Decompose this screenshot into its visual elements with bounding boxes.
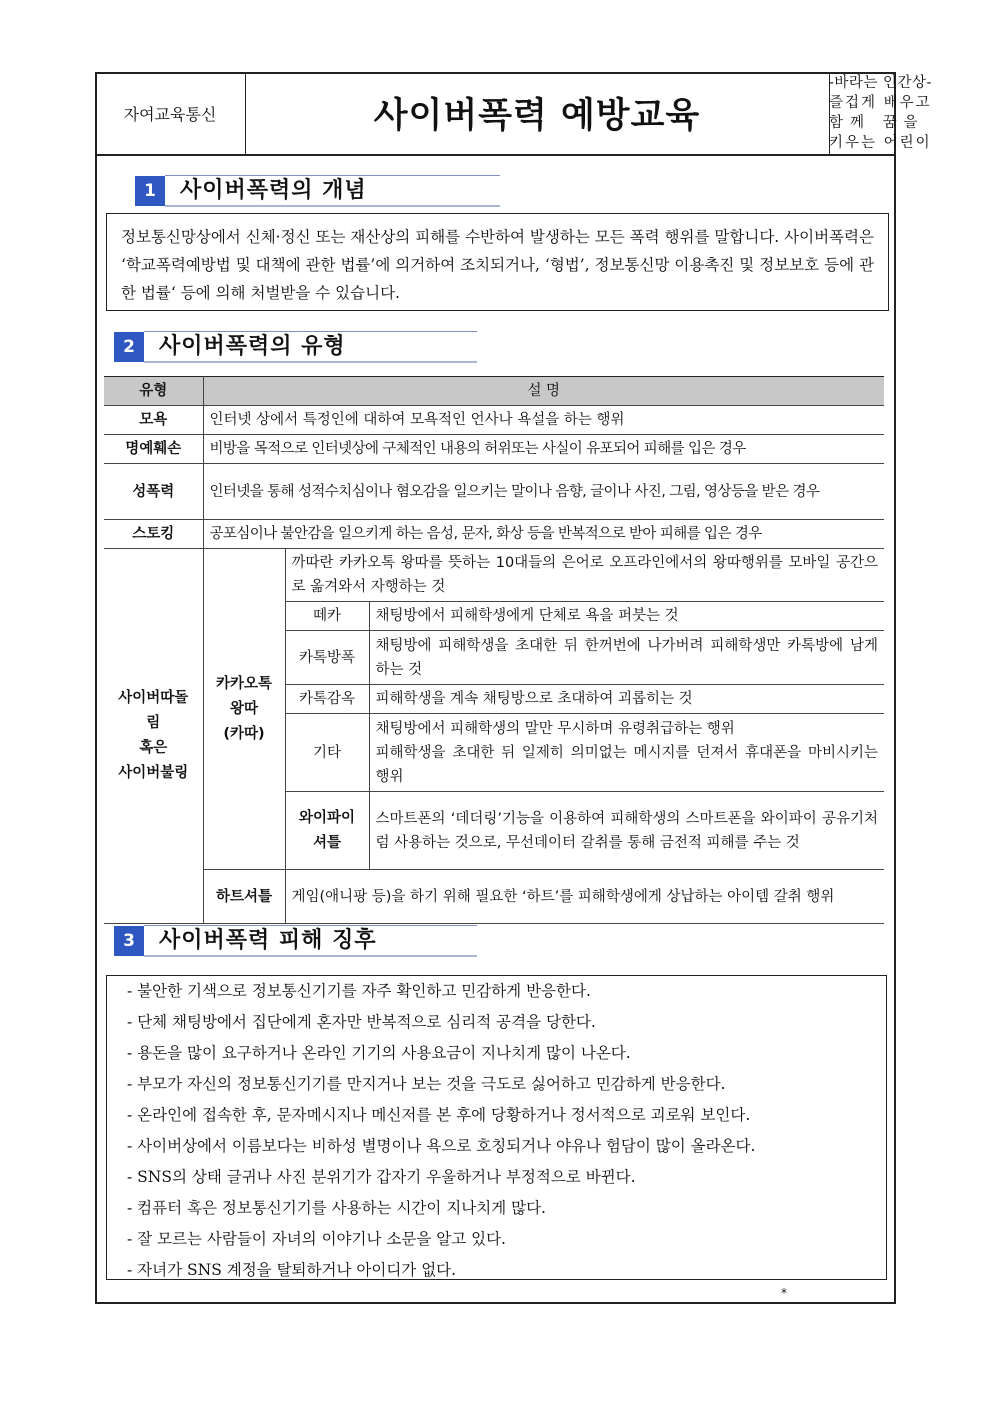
heart-desc: 게임(애니팡 등)을 하기 위해 필요한 ‘하트’를 피해학생에게 상납하는 아이템 갈취 행위 (285, 870, 884, 924)
desc-cell: 공포심이나 불안감을 일으키게 하는 음성, 문자, 화상 등을 반복적으로 받아 피해를 입은 경우 (203, 520, 884, 549)
type-cell: 성폭력 (104, 464, 203, 520)
type-cell: 명예훼손 (104, 435, 203, 464)
section-number-badge: 3 (114, 926, 144, 956)
label-line: 왕따 (229, 700, 258, 717)
desc-line: 채팅방에서 피해학생의 말만 무시하며 유령취급하는 행위 (375, 720, 735, 737)
signs-box (106, 975, 887, 1280)
list-item: - 단체 채팅방에서 집단에게 혼자만 반복적으로 심리적 공격을 당한다. (127, 1013, 596, 1031)
label-line: (카따) (223, 725, 265, 742)
list-item: - 잘 모르는 사람들이 자녀의 이야기나 소문을 알고 있다. (127, 1230, 506, 1248)
list-item: - 온라인에 접속한 후, 문자메시지나 메신저를 본 후에 당황하거나 정서적으로 괴로워 보인다. (127, 1106, 751, 1124)
kakao-intro: 까따란 카카오톡 왕따를 뜻하는 10대들의 은어로 오프라인에서의 왕따행위를 모바일 공간으로 옮겨와서 자행하는 것 (285, 549, 884, 602)
label-line: 사이버불링 (118, 765, 189, 781)
kakao-item-desc (369, 714, 884, 792)
kakao-item-desc: 채팅방에 피해학생을 초대한 뒤 한꺼번에 나가버려 피해학생만 카톡방에 남게 하는 것 (369, 631, 884, 685)
kakao-item-desc: 피해학생을 계속 채팅방으로 초대하여 괴롭히는 것 (369, 685, 884, 714)
motto-line: 키우는 어린이 (829, 135, 932, 151)
motto-line: 함께 꿈을 (829, 115, 925, 131)
types-table (104, 376, 884, 924)
kakao-item-desc: 채팅방에서 피해학생에게 단체로 욕을 퍼붓는 것 (369, 602, 884, 631)
page-title: 사이버폭력 예방교육 (373, 96, 701, 136)
section-title: 사이버폭력의 개념 (180, 178, 367, 203)
label-line: 와이파이 (298, 809, 356, 826)
label-line: 셔틀 (312, 834, 341, 851)
label-line: 혹은 (139, 740, 168, 756)
label-line: 카카오톡 (215, 675, 273, 692)
kakao-item-name: 기타 (285, 714, 369, 792)
list-item: - 컴퓨터 혹은 정보통신기기를 사용하는 시간이 지나치게 많다. (127, 1199, 546, 1217)
section-number-badge: 2 (114, 332, 144, 362)
label-line: 림 (146, 715, 161, 731)
section-title: 사이버폭력 피해 징후 (159, 928, 377, 953)
list-item: - SNS의 상태 글귀나 사진 분위기가 갑자기 우울하거나 부정적으로 바뀐다. (127, 1168, 636, 1186)
type-cell-bullying (104, 549, 203, 924)
list-item: - 부모가 자신의 정보통신기기를 만지거나 보는 것을 극도로 싫어하고 민감하게 반응한다. (127, 1075, 726, 1093)
list-item: - 자녀가 SNS 계정을 탈퇴하거나 아이디가 없다. (127, 1261, 457, 1279)
section-1-heading (135, 174, 500, 208)
subtype-heart: 하트셔틀 (203, 870, 285, 924)
newsletter-name: 자여교육통신 (95, 72, 246, 154)
subtype-wifi (285, 792, 369, 870)
section-number-badge: 1 (135, 176, 165, 206)
kakao-item-name: 카톡방폭 (285, 631, 369, 685)
concept-box (106, 213, 889, 311)
footer-mark: * (781, 1286, 787, 1300)
kakao-item-name: 카톡감옥 (285, 685, 369, 714)
section-3-heading (114, 924, 477, 958)
kakao-item-name: 떼카 (285, 602, 369, 631)
motto-line: -바라는 인간상- (829, 75, 932, 91)
motto-line: 즐겁게 배우고 (829, 95, 932, 111)
type-cell: 모욕 (104, 406, 203, 435)
section-2-heading (114, 330, 477, 364)
desc-cell: 인터넷을 통해 성적수치심이나 혐오감을 일으키는 말이나 음향, 글이나 사진, 그림, 영상등을 받은 경우 (203, 464, 884, 520)
desc-line: 피해학생을 초대한 뒤 일제히 의미없는 메시지를 던져서 휴대폰을 마비시키는 행위 (375, 744, 878, 785)
school-motto (829, 72, 932, 155)
col-header-type: 유형 (104, 377, 203, 406)
desc-cell: 비방을 목적으로 인터넷상에 구체적인 내용의 허위또는 사실이 유포되어 피해를 입은 경우 (203, 435, 884, 464)
label-line: 사이버따돌 (118, 690, 189, 706)
newsletter-header (95, 72, 932, 156)
desc-cell: 인터넷 상에서 특정인에 대하여 모욕적인 언사나 욕설을 하는 행위 (203, 406, 884, 435)
list-item: - 용돈을 많이 요구하거나 온라인 기기의 사용요금이 지나치게 많이 나온다. (127, 1044, 631, 1062)
list-item: - 사이버상에서 이름보다는 비하성 별명이나 욕으로 호칭되거나 야유나 험담이 많이 올라온다. (127, 1137, 756, 1155)
subtype-kakao (203, 549, 285, 870)
list-item: - 불안한 기색으로 정보통신기기를 자주 확인하고 민감하게 반응한다. (127, 982, 591, 1000)
wifi-desc: 스마트폰의 ‘데더링’기능을 이용하여 피해학생의 스마트폰을 와이파이 공유기처럼 사용하는 것으로, 무선데이터 갈취를 통해 금전적 피해를 주는 것 (369, 792, 884, 870)
col-header-desc: 설 명 (203, 377, 884, 406)
section-title: 사이버폭력의 유형 (159, 334, 346, 359)
concept-text: 정보통신망상에서 신체·정신 또는 재산상의 피해를 수반하여 발생하는 모든 폭력 행위를 말합니다. 사이버폭력은 ‘학교폭력예방법 및 대책에 관한 법률’에 의거하여 조치되거나, ‘형법’, 정보통신망 이용촉진 및 정보보호 등에 관한 법률‘ 등에 의해 처벌받을 수 있습니다. (121, 228, 874, 302)
type-cell: 스토킹 (104, 520, 203, 549)
